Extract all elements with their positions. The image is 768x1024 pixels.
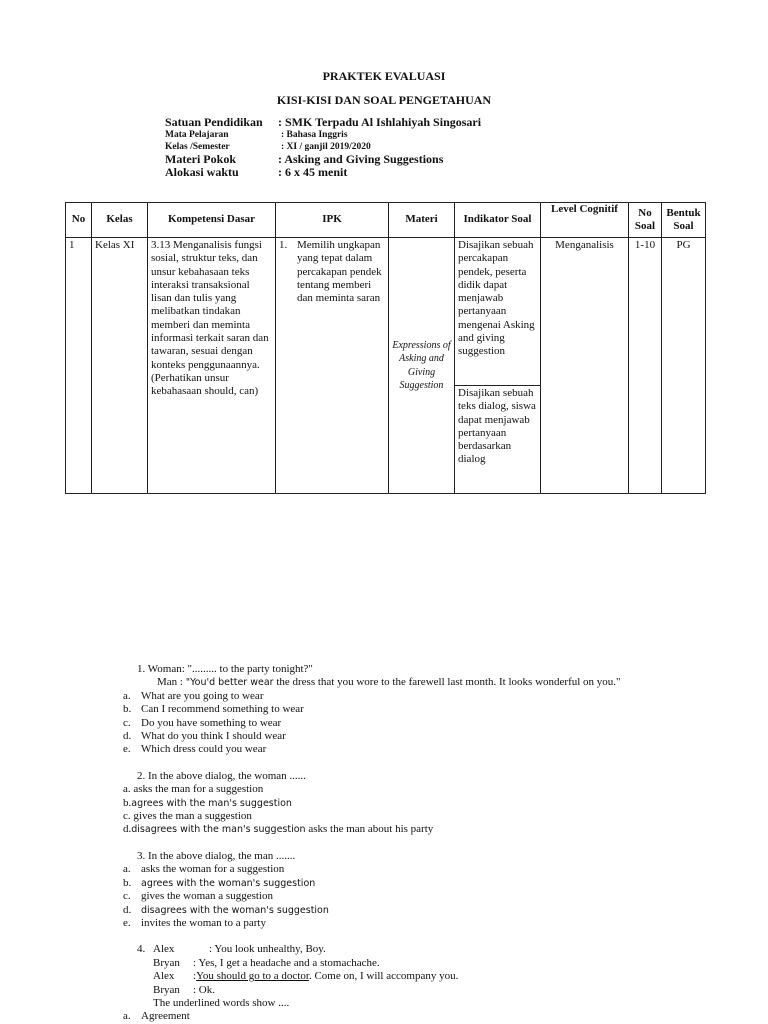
option-text-rest: asks the man about his party — [305, 823, 434, 836]
info-row-alokasi — [165, 166, 481, 179]
info-row-satuan — [165, 116, 481, 129]
option-label: d. — [123, 903, 132, 916]
option-text: Which dress could you wear — [141, 743, 267, 756]
option-a — [123, 863, 621, 876]
option-text: Can I recommend something to wear — [141, 703, 304, 716]
document-title: PRAKTEK EVALUASI — [322, 69, 446, 83]
option-label: b. — [123, 876, 132, 889]
header-no-soal: No Soal — [629, 203, 662, 238]
speaker-label: Alex — [153, 943, 175, 956]
option-d — [123, 904, 621, 917]
option-text: invites the woman to a party — [141, 916, 266, 929]
dialog-line — [137, 676, 621, 689]
dialog-line — [137, 943, 621, 956]
speaker-label: Alex — [153, 970, 175, 983]
header-level: Level Cognitif — [541, 203, 629, 238]
info-label: Mata Pelajaran — [165, 130, 229, 140]
option-b — [123, 797, 621, 810]
info-label: Alokasi waktu — [165, 165, 239, 179]
dialog-colon: : — [193, 970, 197, 983]
underlined-text: You should go to a doctor — [196, 970, 309, 983]
cell-no-soal: 1-10 — [629, 238, 662, 494]
option-c — [123, 890, 621, 903]
option-text: Agreement — [141, 1010, 190, 1023]
option-label: e. — [123, 743, 131, 756]
speaker-label: Bryan — [153, 956, 180, 969]
question-3 — [123, 849, 621, 930]
cell-materi: Expressions of Asking and Giving Suggestion — [389, 238, 455, 494]
info-block — [165, 116, 481, 179]
document-subtitle: KISI-KISI DAN SOAL PENGETAHUAN — [276, 93, 492, 107]
option-d — [123, 730, 621, 743]
option-c: c. gives the man a suggestion — [123, 810, 252, 823]
question-stem: 3. In the above dialog, the man ....... — [137, 849, 296, 862]
question-1 — [123, 663, 621, 757]
option-e — [123, 743, 621, 756]
cell-indikator-2: Disajikan sebuah teks dialog, siswa dapat menjawab pertanyaan berdasarkan dialog — [455, 386, 541, 494]
option-d — [123, 823, 621, 836]
dialog-text: the dress that you wore to the farewell last month. It looks wonderful on you." — [273, 676, 621, 689]
option-text: What do you think I should wear — [141, 730, 286, 743]
cell-ipk — [276, 238, 389, 494]
cell-no: 1 — [66, 238, 92, 494]
header-indikator: Indikator Soal — [455, 203, 541, 238]
cell-bentuk: PG — [662, 238, 706, 494]
info-label: Materi Pokok — [165, 152, 236, 166]
dialog-text-highlight: "You'd better wear — [185, 677, 274, 689]
cell-indikator-1: Disajikan sebuah percakapan pendek, peserta didik dapat menjawab pertanyaan mengenai Asking and giving suggestion — [455, 238, 541, 386]
option-e — [123, 917, 621, 930]
dialog-text: : Yes, I get a headache and a stomachache. — [193, 956, 380, 969]
info-value: : Asking and Giving Suggestions — [278, 152, 444, 166]
questions-section — [123, 663, 621, 1024]
question-2 — [123, 769, 621, 837]
cell-kd: 3.13 Menganalisis fungsi sosial, struktur teks, dan unsur kebahasaan teks interaksi transaksional lisan dan tulis yang melibatkan tindakan memberi dan meminta informasi terkait saran dan tawaran, sesuai dengan konteks penggunaannya. (Perhatikan unsur kebahasaan should, can) — [148, 238, 276, 494]
header-kd: Kompetensi Dasar — [148, 203, 276, 238]
dialog-text: : You look unhealthy, Boy. — [209, 943, 326, 956]
option-label: c. — [123, 890, 131, 903]
header-materi: Materi — [389, 203, 455, 238]
option-b — [123, 877, 621, 890]
dialog-line — [137, 957, 621, 970]
option-text: Do you have something to wear — [141, 716, 282, 729]
table-row — [66, 238, 706, 386]
speaker-label: Man : — [157, 676, 186, 689]
option-text: What are you going to wear — [141, 689, 264, 702]
question-prompt: The underlined words show .... — [153, 996, 290, 1009]
option-label: d. — [123, 730, 132, 743]
option-text: disagrees with the man's suggestion — [131, 824, 306, 836]
kisi-kisi-table — [65, 202, 706, 494]
option-label: c. — [123, 716, 131, 729]
header-ipk: IPK — [276, 203, 389, 238]
option-text: agrees with the woman's suggestion — [141, 877, 316, 889]
info-label: Satuan Pendidikan — [165, 115, 263, 129]
cell-kelas: Kelas XI — [92, 238, 148, 494]
option-b — [123, 703, 621, 716]
option-label: a. — [123, 863, 131, 876]
dialog-text: : Ok. — [193, 983, 215, 996]
header-kelas: Kelas — [92, 203, 148, 238]
info-value: : 6 x 45 menit — [278, 165, 348, 179]
option-a — [123, 690, 621, 703]
question-stem: 1. Woman: "......... to the party tonight?" — [137, 663, 313, 675]
option-text: disagrees with the woman's suggestion — [141, 904, 329, 916]
ipk-text: Memilih ungkapan yang tepat dalam percakapan pendek tentang memberi dan meminta saran — [297, 239, 382, 305]
option-label: e. — [123, 916, 131, 929]
info-label: Kelas /Semester — [165, 142, 230, 152]
info-row-mapel — [165, 129, 481, 141]
option-label: b. — [123, 703, 132, 716]
cell-level: Menganalisis — [541, 238, 629, 494]
info-value: : SMK Terpadu Al Ishlahiyah Singosari — [278, 115, 482, 129]
ipk-number: 1. — [279, 239, 288, 251]
option-label: a. — [123, 689, 131, 702]
option-a: a. asks the man for a suggestion — [123, 783, 264, 796]
info-value: : Bahasa Inggris — [281, 130, 348, 140]
dialog-line — [137, 970, 621, 983]
header-bentuk: Bentuk Soal — [662, 203, 706, 238]
dialog-text: . Come on, I will accompany you. — [308, 970, 459, 983]
question-number: 4. — [137, 943, 146, 956]
option-label: d. — [123, 823, 132, 836]
option-a — [123, 1010, 621, 1023]
dialog-line — [137, 984, 621, 997]
option-text: gives the woman a suggestion — [141, 890, 273, 903]
option-text: agrees with the man's suggestion — [131, 797, 292, 809]
option-c — [123, 717, 621, 730]
question-4 — [123, 943, 621, 1023]
table-header-row — [66, 203, 706, 238]
header-no: No — [66, 203, 92, 238]
question-stem: 2. In the above dialog, the woman ...... — [137, 769, 306, 782]
option-label: b. — [123, 796, 132, 809]
speaker-label: Bryan — [153, 983, 180, 996]
option-label: a. — [123, 1010, 131, 1023]
info-value: : XI / ganjil 2019/2020 — [281, 142, 371, 152]
option-text: asks the woman for a suggestion — [141, 863, 285, 876]
